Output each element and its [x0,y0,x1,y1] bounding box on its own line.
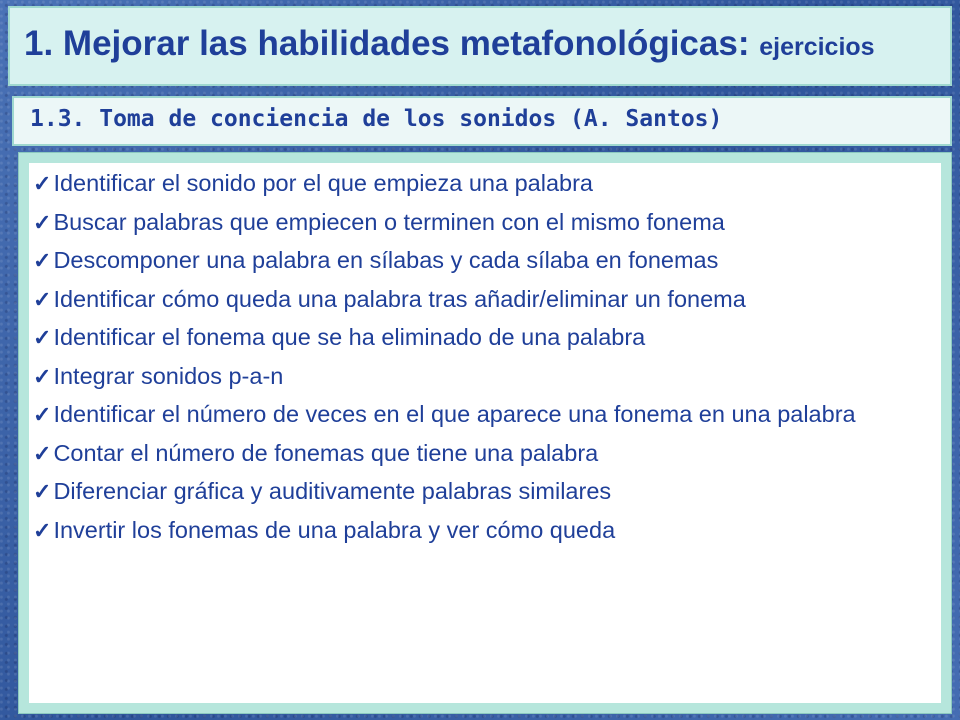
list-item [33,362,931,392]
list-item [33,477,931,507]
checkmark-icon: ✓ [33,363,52,389]
list-item-text: Invertir los fonemas de una palabra y ver cómo queda [53,516,616,543]
title-main: 1. Mejorar las habilidades metafonológicas: [24,24,750,63]
checkmark-icon: ✓ [33,440,52,466]
list-item-text: Descomponer una palabra en sílabas y cada sílaba en fonemas [53,247,719,273]
checkmark-icon: ✓ [33,402,52,427]
list-item-text: Identificar cómo queda una palabra tras añadir/eliminar un fonema [53,285,746,312]
list-item [33,516,931,546]
title-suffix: ejercicios [759,33,875,61]
slide-subtitle: 1.3. Toma de conciencia de los sonidos (A. Santos) [30,106,723,132]
list-item-text: Identificar el sonido por el que empieza una palabra [53,170,593,196]
checkmark-icon: ✓ [33,286,52,312]
checkmark-icon: ✓ [33,209,52,235]
list-item [33,246,931,276]
exercise-list [29,163,941,545]
list-item-text: Identificar el número de veces en el que aparece una fonema en una palabra [53,401,856,427]
checkmark-icon: ✓ [33,325,52,350]
checkmark-icon: ✓ [33,517,52,543]
checkmark-icon: ✓ [33,171,52,196]
list-item [33,208,931,238]
list-item-text: Buscar palabras que empiecen o terminen con el mismo fonema [53,208,725,235]
list-item [33,400,931,430]
content-panel [29,163,941,703]
checkmark-icon: ✓ [33,479,52,504]
list-item-text: Identificar el fonema que se ha eliminado de una palabra [53,324,646,350]
list-item-text: Integrar sonidos p-a-n [53,362,284,389]
list-item [33,323,931,353]
slide-title [24,24,875,64]
content-frame [18,152,952,714]
list-item [33,169,931,199]
list-item [33,285,931,315]
list-item-text: Diferenciar gráfica y auditivamente palabras similares [53,478,612,504]
title-box [8,6,952,86]
list-item [33,439,931,469]
subtitle-box [12,96,952,146]
list-item-text: Contar el número de fonemas que tiene una palabra [53,439,599,466]
checkmark-icon: ✓ [33,248,52,273]
